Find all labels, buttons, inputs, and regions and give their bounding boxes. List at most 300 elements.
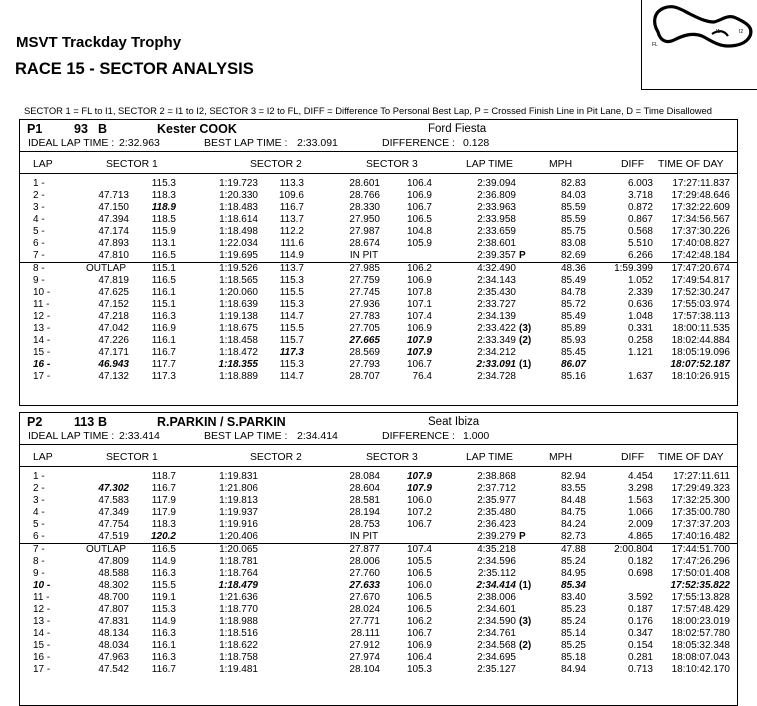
time-of-day: 18:02:44.884 [671,335,730,346]
lap-number: 1 - [33,178,45,189]
lap-flag: (2) [519,640,532,651]
sector3-speed: 105.3 [406,664,432,675]
diff: 0.176 [627,616,653,627]
time-of-day: 18:10:26.915 [671,371,730,382]
lap-time: 2:33.422 [477,323,516,334]
lap-number: 14 - [33,335,51,346]
sector3-time: 27.705 [349,323,380,334]
lap-number: 12 - [33,311,51,322]
lap-time: 2:34.414 [476,580,516,591]
lap-time: 2:39.279 [477,531,516,542]
mph: 83.08 [560,238,586,249]
column-header-sector3: SECTOR 3 [366,159,418,170]
sector3-speed: 107.4 [406,544,432,555]
mph: 47.88 [560,544,586,555]
mph: 85.93 [560,335,586,346]
ideal-lap-time: 2:33.414 [119,430,160,442]
mph: 85.75 [560,226,586,237]
map-label-i2: I2 [739,29,744,35]
diff: 1.048 [627,311,653,322]
lap-time: 2:34.728 [477,371,516,382]
diff: 4.865 [627,531,653,542]
diff: 1.563 [627,495,653,506]
sector1-time: 47.809 [98,556,129,567]
lap-table [20,471,737,676]
sector2-time: 1:18.758 [219,652,258,663]
difference-label: DIFFERENCE : [382,430,455,442]
ideal-lap-label: IDEAL LAP TIME : [28,137,115,149]
sector1-time: 47.542 [98,664,129,675]
time-of-day: 18:02:57.780 [671,628,730,639]
sector3-time: 28.707 [349,371,380,382]
sector3-speed: 107.9 [406,483,432,494]
lap-row [20,190,737,202]
sector1-time: OUTLAP [85,263,126,274]
mph: 82.73 [560,531,586,542]
lap-row [20,592,737,604]
sector2-speed: 111.6 [280,238,304,249]
time-of-day: 17:57:38.113 [672,311,730,322]
sector1-speed: 118.5 [151,214,176,225]
sector3-time: 27.783 [349,311,380,322]
driver-block [19,412,738,706]
mph: 85.59 [560,214,586,225]
lap-number: 11 - [33,299,50,310]
sector3-speed: 106.7 [406,519,432,530]
sector1-time: 48.302 [98,580,129,591]
diff: 0.698 [627,568,653,579]
sector1-time: 47.713 [98,190,129,201]
sector1-speed: 113.1 [151,238,176,249]
sector1-time: 48.700 [98,592,129,603]
sector3-speed: 106.5 [406,592,432,603]
lap-row [20,495,737,507]
lap-flag: (3) [519,616,532,627]
lap-row [20,311,737,323]
column-header-time-of-day: TIME OF DAY [658,159,724,170]
lap-row [20,262,737,275]
lap-number: 8 - [33,556,45,567]
lap-time: 2:39.094 [477,178,516,189]
column-header-sector2: SECTOR 2 [250,452,302,463]
sector1-time: 47.152 [98,299,129,310]
lap-number: 17 - [33,664,51,675]
sector2-time: 1:20.406 [219,531,258,542]
sector1-time: 47.754 [98,519,129,530]
time-of-day: 18:00:23.019 [671,616,730,627]
sector3-time: 28.766 [349,190,380,201]
lap-row [20,178,737,190]
sector1-time: 47.226 [98,335,129,346]
driver-block [19,119,738,406]
sector2-speed: 114.7 [279,371,304,382]
sector1-speed: 116.3 [151,628,176,639]
sector3-time: 27.760 [349,568,380,579]
sector3-time: 27.985 [349,263,380,274]
diff: 3.298 [627,483,653,494]
lap-row [20,226,737,238]
diff: 0.187 [627,604,653,615]
sector3-time: 27.745 [349,287,380,298]
column-header-divider [20,466,737,467]
column-header-row [20,158,737,172]
lap-row [20,275,737,287]
sector1-time: OUTLAP [85,544,126,555]
diff: 1.637 [627,371,653,382]
sector2-time: 1:18.764 [219,568,258,579]
sector2-time: 1:21.636 [219,592,258,603]
map-label-i1: I1 [716,29,721,35]
lap-row [20,543,737,556]
sector1-speed: 118.3 [151,519,176,530]
lap-number: 2 - [33,483,45,494]
sector3-speed: 106.2 [406,263,432,274]
lap-number: 9 - [33,275,45,286]
sector3-time: 28.581 [349,495,380,506]
sector1-time: 48.034 [98,640,129,651]
driver-class: B [98,415,108,429]
time-of-day: 17:47:20.674 [671,263,730,274]
lap-flag: P [519,250,526,261]
sector3-time: IN PIT [349,250,379,261]
sector1-time: 47.171 [98,347,129,358]
sector3-speed: 105.5 [406,556,432,567]
time-of-day: 17:55:03.974 [671,299,730,310]
sector1-time: 47.819 [98,275,129,286]
lap-number: 13 - [33,323,51,334]
sector2-speed: 115.3 [279,275,304,286]
time-of-day: 17:35:00.780 [671,507,730,518]
lap-number: 9 - [33,568,45,579]
sector1-time: 48.588 [98,568,129,579]
diff: 0.258 [627,335,653,346]
sector3-time: 28.604 [349,483,380,494]
sector1-time: 48.134 [98,628,129,639]
lap-row [20,664,737,676]
sector1-speed: 114.9 [151,556,176,567]
time-of-day: 17:34:56.567 [671,214,730,225]
lap-time: 2:33.958 [477,214,516,225]
column-header-sector2: SECTOR 2 [250,159,302,170]
best-lap-time: 2:33.091 [297,137,338,149]
lap-time: 2:33.727 [477,299,516,310]
diff: 0.636 [627,299,653,310]
driver-position: P2 [27,415,43,429]
sector3-speed: 105.9 [406,238,432,249]
diff: 2.009 [627,519,653,530]
sector3-time: IN PIT [349,531,379,542]
diff: 0.182 [627,556,653,567]
column-header-mph: MPH [549,452,573,463]
mph: 85.16 [560,371,586,382]
mph: 84.78 [560,287,586,298]
lap-number: 11 - [33,592,50,603]
sector2-speed: 109.6 [278,190,304,201]
lap-row [20,214,737,226]
sector3-time: 28.330 [349,202,380,213]
sector3-time: 27.987 [349,226,380,237]
lap-row [20,299,737,311]
driver-name: R.PARKIN / S.PARKIN [157,415,286,429]
sector3-speed: 106.5 [406,568,432,579]
time-of-day: 17:29:48.646 [671,190,730,201]
mph: 48.36 [560,263,586,274]
sector1-time: 47.218 [98,311,129,322]
sector3-time: 27.759 [349,275,380,286]
sector1-time: 47.174 [98,226,129,237]
lap-row [20,202,737,214]
sector3-time: 27.974 [349,652,380,663]
sector1-speed: 117.3 [151,371,176,382]
sector3-speed: 106.0 [406,495,432,506]
lap-time: 2:36.423 [477,519,516,530]
sector1-speed: 117.7 [151,359,176,370]
lap-table [20,178,737,383]
mph: 85.45 [560,347,586,358]
column-header-sector1: SECTOR 1 [106,452,158,463]
lap-number: 15 - [33,640,51,651]
sector3-speed: 106.7 [406,359,432,370]
sector2-time: 1:19.481 [219,664,258,675]
diff: 2:00.804 [614,544,653,555]
sector3-time: 28.024 [349,604,380,615]
sector1-speed: 120.2 [150,531,176,542]
sector1-time: 47.625 [98,287,129,298]
diff: 1:59.399 [614,263,653,274]
sector1-speed: 116.7 [151,483,176,494]
difference-label: DIFFERENCE : [382,137,455,149]
sector2-time: 1:18.622 [219,640,258,651]
lap-time: 2:35.112 [477,568,516,579]
sector1-speed: 116.1 [151,335,176,346]
lap-number: 3 - [33,202,45,213]
time-of-day: 17:47:26.296 [671,556,730,567]
sector2-time: 1:19.526 [219,263,258,274]
sector3-speed: 107.1 [406,299,432,310]
lap-number: 15 - [33,347,51,358]
sector2-time: 1:19.813 [219,495,258,506]
lap-row [20,347,737,359]
mph: 82.69 [560,250,586,261]
sector3-time: 27.771 [349,616,380,627]
lap-time: 2:35.430 [477,287,516,298]
lap-row [20,628,737,640]
time-of-day: 17:37:37.203 [671,519,730,530]
column-header-lap-time: LAP TIME [466,159,513,170]
mph: 82.83 [560,178,586,189]
lap-flag: (2) [519,335,532,346]
sector3-speed: 106.0 [406,580,432,591]
diff: 1.052 [627,275,653,286]
mph: 82.94 [560,471,586,482]
column-header-sector1: SECTOR 1 [106,159,158,170]
event-title: MSVT Trackday Trophy [16,34,182,51]
sector3-time: 28.674 [349,238,380,249]
ideal-lap-label: IDEAL LAP TIME : [28,430,115,442]
sector1-speed: 115.3 [151,604,176,615]
lap-row [20,652,737,664]
sector2-time: 1:21.806 [219,483,258,494]
lap-time: 2:33.091 [476,359,516,370]
sector2-time: 1:18.614 [219,214,258,225]
sector2-time: 1:18.988 [219,616,258,627]
lap-row [20,335,737,347]
mph: 85.49 [560,311,586,322]
sector3-speed: 106.5 [406,214,432,225]
sector2-speed: 113.3 [279,178,304,189]
sector1-speed: 116.5 [151,544,176,555]
sector3-speed: 76.4 [412,371,432,382]
lap-time: 2:34.139 [477,311,516,322]
sector2-time: 1:19.723 [219,178,258,189]
mph: 85.59 [560,202,586,213]
lap-time: 2:34.596 [477,556,516,567]
lap-flag: (3) [519,323,532,334]
sector3-time: 28.753 [349,519,380,530]
lap-time: 2:35.480 [477,507,516,518]
column-header-row [20,451,737,465]
best-lap-label: BEST LAP TIME : [204,137,288,149]
lap-number: 8 - [33,263,45,274]
diff: 0.347 [627,628,653,639]
sector1-speed: 116.3 [151,652,176,663]
lap-time: 4:32.490 [477,263,516,274]
sector3-speed: 106.9 [406,640,432,651]
sector1-speed: 119.1 [151,592,176,603]
mph: 86.07 [560,359,586,370]
mph: 84.24 [560,519,586,530]
time-of-day: 17:27:11.837 [672,178,730,189]
lap-flag: P [519,531,526,542]
lap-time: 2:38.006 [477,592,516,603]
sector1-time: 47.583 [98,495,129,506]
sector3-time: 28.569 [349,347,380,358]
sector2-speed: 115.3 [279,299,304,310]
sector3-time: 27.912 [349,640,380,651]
time-of-day: 17:52:30.247 [671,287,730,298]
sector1-speed: 116.7 [151,664,176,675]
lap-number: 16 - [33,652,51,663]
lap-time: 2:34.212 [477,347,516,358]
lap-row [20,359,737,371]
sector3-speed: 107.2 [406,507,432,518]
time-of-day: 17:50:01.408 [671,568,730,579]
sector3-speed: 107.9 [406,335,432,346]
difference-value: 1.000 [463,430,490,442]
diff: 0.713 [627,664,653,675]
sector1-speed: 116.3 [151,568,176,579]
sector2-time: 1:22.034 [219,238,258,249]
lap-number: 2 - [33,190,45,201]
driver-position: P1 [27,122,43,136]
sector2-time: 1:18.458 [219,335,258,346]
lap-row [20,604,737,616]
lap-time: 2:34.590 [477,616,516,627]
time-of-day: 17:40:16.482 [671,531,730,542]
time-of-day: 18:05:19.096 [671,347,730,358]
mph: 84.95 [560,568,586,579]
sector3-time: 28.601 [349,178,380,189]
sector3-speed: 106.7 [406,628,432,639]
lap-time: 2:34.568 [477,640,516,651]
sector3-time: 27.936 [349,299,380,310]
lap-row [20,250,737,262]
diff: 0.281 [627,652,653,663]
driver-name: Kester COOK [157,122,237,136]
lap-row [20,580,737,592]
sector1-speed: 116.1 [151,640,176,651]
sector3-time: 28.104 [349,664,380,675]
lap-time: 4:35.218 [477,544,516,555]
mph: 85.23 [560,604,586,615]
sector1-speed: 116.5 [151,250,176,261]
column-header-mph: MPH [549,159,573,170]
sector1-time: 47.042 [98,323,129,334]
sector3-speed: 107.9 [406,471,432,482]
sector1-speed: 116.1 [151,287,176,298]
time-of-day: 17:49:54.817 [671,275,730,286]
lap-number: 3 - [33,495,45,506]
lap-row [20,323,737,335]
lap-row [20,471,737,483]
sector1-speed: 116.7 [151,347,176,358]
sector2-time: 1:18.472 [219,347,258,358]
sector3-speed: 106.2 [406,616,432,627]
sector2-speed: 117.3 [279,347,304,358]
sector1-time: 47.810 [98,250,129,261]
sector1-time: 47.893 [98,238,129,249]
sector1-speed: 118.9 [151,202,176,213]
lap-number: 17 - [33,371,51,382]
header-divider [20,151,737,152]
sector1-speed: 115.1 [151,299,176,310]
mph: 84.48 [560,495,586,506]
lap-time: 2:36.809 [477,190,516,201]
best-lap-label: BEST LAP TIME : [204,430,288,442]
sector1-time: 47.349 [98,507,129,518]
lap-time: 2:34.761 [477,628,516,639]
best-lap-time: 2:34.414 [297,430,338,442]
lap-number: 16 - [33,359,51,370]
sector2-time: 1:18.781 [219,556,258,567]
sector3-time: 27.670 [349,592,380,603]
race-title: RACE 15 - SECTOR ANALYSIS [15,60,254,78]
sector3-speed: 107.9 [406,347,432,358]
sector3-time: 28.111 [350,628,380,639]
time-of-day: 18:00:11.535 [672,323,730,334]
sector1-time: 47.963 [98,652,129,663]
sector3-time: 28.006 [349,556,380,567]
track-map [641,0,757,90]
sector2-time: 1:18.483 [219,202,258,213]
ideal-lap-time: 2:32.963 [119,137,160,149]
lap-time: 2:38.601 [477,238,516,249]
sector2-time: 1:19.831 [219,471,258,482]
mph: 85.24 [560,556,586,567]
lap-row [20,556,737,568]
lap-row [20,531,737,543]
sector3-speed: 107.8 [406,287,432,298]
time-of-day: 18:05:32.348 [671,640,730,651]
sector2-speed: 113.7 [279,263,304,274]
lap-row [20,238,737,250]
sector3-time: 27.877 [349,544,380,555]
sector2-time: 1:18.479 [218,580,258,591]
sector3-speed: 106.9 [406,275,432,286]
sector3-time: 27.633 [349,580,380,591]
sector3-speed: 106.9 [406,323,432,334]
diff: 3.718 [627,190,653,201]
